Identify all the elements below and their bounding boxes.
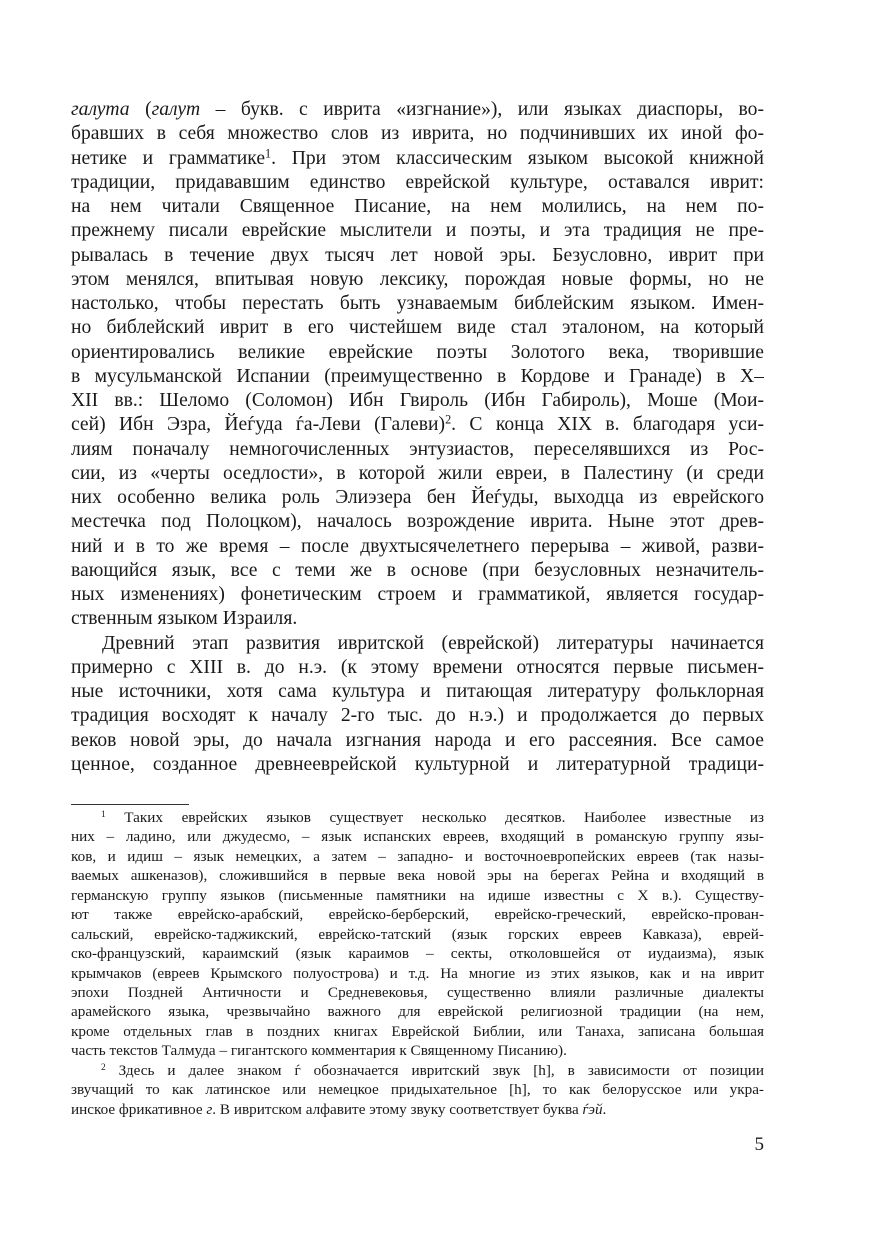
text-line: на нем читали Священное Писание, на нем молились, на нем по- [71,196,764,217]
footnote-line: часть текстов Талмуда – гигантского комментария к Священному Писанию). [71,1042,567,1060]
text-line: ний и в то же время – после двухтысячелетнего перерыва – живой, разви- [71,535,764,557]
text-line: примерно с XIII в. до н.э. (к этому времени относятся первые письмен- [71,656,764,678]
text-fragment: Таких еврейских языков существует несколько десятков. Наиболее известные из [124,809,764,826]
text-line: вающийся язык, все с теми же в основе (при безусловных незначитель- [71,559,764,581]
footnote-line: них – ладино, или джудесмо, – язык испанских евреев, входящий в романскую группу язы- [71,828,764,846]
footnote-line: звучащий то как латинское или немецкое придыхательное [h], то как белорусское или укра- [71,1081,764,1099]
footnote-number-2: 2 [101,1062,106,1073]
text-line: XII вв.: Шеломо (Соломон) Ибн Гвироль (Ибн Габироль), Моше (Мои- [71,390,764,411]
text-line: ных изменениях) фонетическим строем и грамматикой, является государ- [71,584,764,605]
footnote-line: ков, и идиш – язык немецких, а затем – западно- и восточноевропейских евреев (так назы- [71,847,764,865]
text-line: традиция восходят к началу 2-го тыс. до н.э.) и продолжается до первых [71,705,764,727]
text-fragment: – букв. с иврита «изгнание»), или языках диаспоры, во- [200,99,764,120]
main-text [71,98,764,777]
text-fragment: сей) Ибн Эзра, Йеѓуда ѓа-Леви (Галеви) [71,414,446,436]
text-fragment: инское фрикативное [71,1100,203,1118]
text-line: ные источники, хотя сама культура и питающая литературу фольклорная [71,681,764,702]
footnote-line: крымчаков (евреев Крымского полуострова) и т.д. На многие из этих языков, как и на иврит [71,964,764,982]
text-line: них особенно велика роль Элиэзера бен Йеѓуды, выходца из еврейского [71,487,764,508]
text-line: ценное, созданное древнееврейской культурной и литературной традици- [71,753,764,775]
footnote-line: ют также еврейско-арабский, еврейско-берберский, еврейско-греческий, еврейско-прован- [71,906,764,924]
footnote-line: эпохи Поздней Античности и Средневековья, существенно влияли различные диалекты [71,983,764,1001]
italic-word: галут [151,99,201,120]
text-line: но библейский иврит в его чистейшем виде стал эталоном, на который [71,317,764,339]
text-fragment: . С конца XIX в. благодаря уси- [451,414,764,436]
text-line: прежнему писали еврейские мыслители и поэты, и эта традиция не пре- [71,220,764,242]
page-number: 5 [754,1134,764,1155]
text-line: Древний этап развития ивритской (еврейской) литературы начинается [102,632,764,654]
text-line: настолько, чтобы перестать быть узнаваемым библейским языком. Имен- [71,293,764,314]
text-line [71,413,764,437]
text-line: лиям поначалу немногочисленных энтузиастов, переселявшихся из Рос- [71,438,764,460]
text-line: этом менялся, впитывая новую лексику, порождая новые формы, но не [71,268,764,290]
text-line: бравших в себя множество слов из иврита, но подчинивших их иной фо- [71,123,764,145]
italic-word: г [206,1100,213,1118]
text-fragment: . В ивритском алфавите этому звуку соответствует буква [212,1100,579,1118]
text-fragment: . [602,1100,607,1118]
text-line: традиции, придававшим единство еврейской культуре, оставался иврит: [71,171,764,193]
italic-word: ѓэй [582,1100,603,1118]
text-line: сии, из «черты оседлости», в которой жили евреи, в Палестину (и среди [71,462,764,484]
footnote-line: ско-французский, караимский (язык караимов – секты, отколовшейся от иудаизма), язык [71,945,764,963]
text-line: галута (галут – букв. с иврита «изгнание»), или языках диаспоры, во- [71,99,764,120]
footnote-line [71,808,764,827]
text-line [71,147,764,171]
footnote-divider [71,804,189,805]
italic-word: галута [71,99,130,120]
footnote-number-1: 1 [101,809,106,820]
text-line: рывалась в течение двух тысяч лет новой эры. Безусловно, иврит при [71,244,764,266]
text-line: ственным языком Израиля. [71,608,298,630]
footnote-ref-2[interactable]: 2 [445,413,452,427]
text-fragment: Здесь и далее знаком ѓ обозначается ивритский звук [h], в зависимости от позиции [118,1061,764,1079]
footnotes [71,808,764,1119]
footnote-line: германскую группу языков (письменные памятники на идише известны с X в.). Существу- [71,886,764,904]
footnote-line [71,1100,764,1119]
footnote-ref-1[interactable]: 1 [265,146,272,160]
footnote-line: кроме отдельных глав в поздних книгах Еврейской Библии, или Танаха, записана большая [71,1022,764,1040]
footnote-line: сальский, еврейско-таджикский, еврейско-татский (язык горских евреев Кавказа), еврей- [71,925,764,943]
text-fragment: нетике и грамматике [71,147,266,169]
footnote-line: ваемых ашкеназов), сложившийся в первые века новой эры на берегах Рейна и входящий в [71,867,764,885]
text-line: в мусульманской Испании (преимущественно в Кордове и Гранаде) в X– [71,365,764,387]
text-line: местечка под Полоцком), началось возрождение иврита. Ныне этот древ- [71,511,764,533]
footnote-line: арамейского языка, чрезвычайно важного для еврейской религиозной традиции (на нем, [71,1003,764,1021]
footnote-line [71,1061,764,1080]
text-line: ориентировались великие еврейские поэты Золотого века, творившие [71,341,764,363]
text-fragment: . При этом классическим языком высокой книжной [271,147,764,169]
text-line: веков новой эры, до начала изгнания народа и его рассеяния. Все самое [71,729,764,751]
